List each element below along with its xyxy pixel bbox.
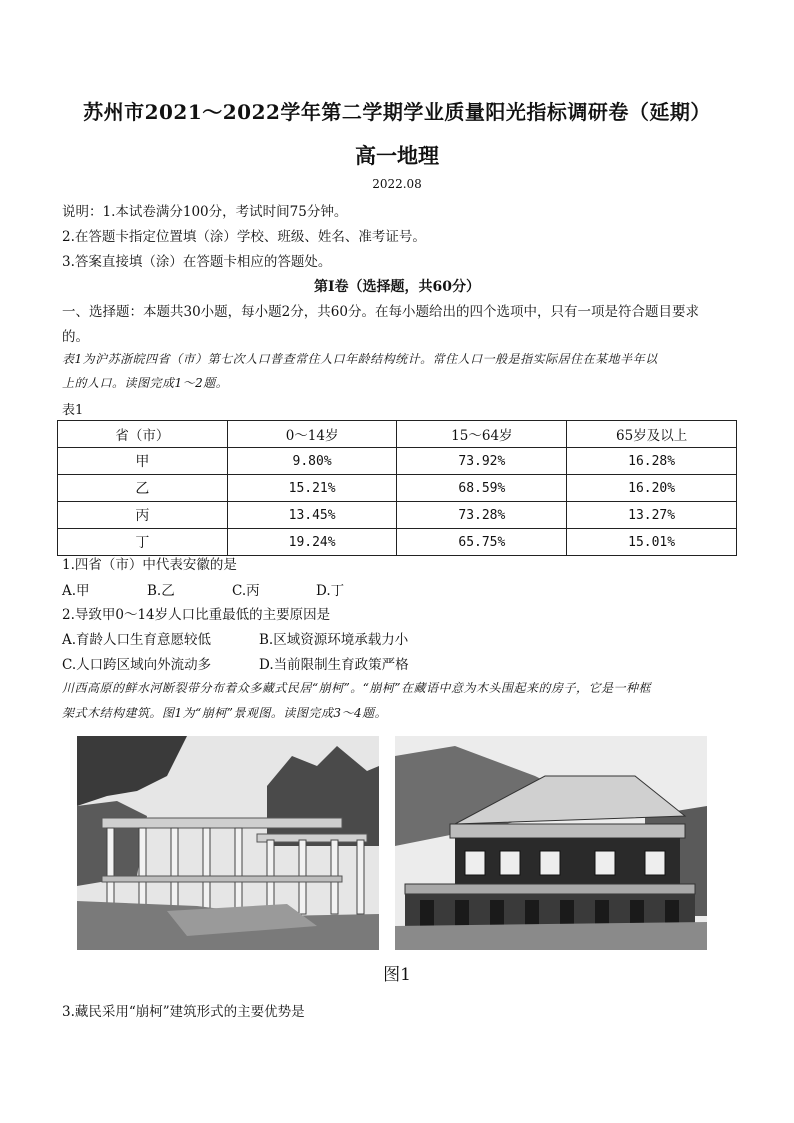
bengke-house-illustration xyxy=(395,736,707,950)
context2-line-2: 架式木结构建筑。图1为“崩柯”景观图。读图完成3～4题。 xyxy=(62,706,388,720)
bengke-frame-illustration xyxy=(77,736,379,950)
question-3-stem: 3.藏民采用“崩柯”建筑形式的主要优势是 xyxy=(62,1004,305,1020)
table-cell: 16.28% xyxy=(567,448,737,475)
table-row xyxy=(58,529,737,556)
table-header: 65岁及以上 xyxy=(567,421,737,448)
instruction-3: 3.答案直接填（涂）在答题卡相应的答题处。 xyxy=(62,254,332,270)
table-cell: 73.92% xyxy=(397,448,567,475)
table-cell: 乙 xyxy=(58,475,228,502)
table-cell: 13.27% xyxy=(567,502,737,529)
table-header: 省（市） xyxy=(58,421,228,448)
instruction-1: 说明：1.本试卷满分100分，考试时间75分钟。 xyxy=(62,204,348,220)
table-header: 0～14岁 xyxy=(227,421,397,448)
age-structure-table xyxy=(57,420,737,556)
exam-title: 苏州市2021～2022学年第二学期学业质量阳光指标调研卷（延期） xyxy=(83,100,711,124)
question-2-option-b: B.区域资源环境承载力小 xyxy=(259,632,409,648)
bengke-house-photo xyxy=(395,736,707,950)
exam-date: 2022.08 xyxy=(372,177,422,191)
bengke-frame-photo xyxy=(77,736,379,950)
question-2-stem: 2.导致甲0～14岁人口比重最低的主要原因是 xyxy=(62,607,331,623)
question-1-option-b: B.乙 xyxy=(147,583,175,599)
table-cell: 13.45% xyxy=(227,502,397,529)
table-row xyxy=(58,448,737,475)
context1-line-2: 上的人口。读图完成1～2题。 xyxy=(62,376,229,390)
table-cell: 15.21% xyxy=(227,475,397,502)
table-header: 15～64岁 xyxy=(397,421,567,448)
table-cell: 甲 xyxy=(58,448,228,475)
table-cell: 16.20% xyxy=(567,475,737,502)
figure-1-label: 图1 xyxy=(383,965,411,985)
table-row xyxy=(58,502,737,529)
question-2-option-d: D.当前限制生育政策严格 xyxy=(259,657,409,673)
instruction-2: 2.在答题卡指定位置填（涂）学校、班级、姓名、准考证号。 xyxy=(62,229,426,245)
question-1-option-a: A.甲 xyxy=(62,583,90,599)
table-cell: 65.75% xyxy=(397,529,567,556)
context2-line-1: 川西高原的鲜水河断裂带分布着众多藏式民居“崩柯”。“崩柯”在藏语中意为木头围起来的房子，它是一种框 xyxy=(62,681,652,695)
question-1-stem: 1.四省（市）中代表安徽的是 xyxy=(62,557,237,573)
section-intro-line-2: 的。 xyxy=(62,329,89,345)
table-header-row xyxy=(58,421,737,448)
table-cell: 73.28% xyxy=(397,502,567,529)
section-title: 第Ⅰ卷（选择题，共60分） xyxy=(313,279,481,295)
question-2-option-c: C.人口跨区域向外流动多 xyxy=(62,657,212,673)
table-cell: 丙 xyxy=(58,502,228,529)
table-cell: 19.24% xyxy=(227,529,397,556)
table-cell: 15.01% xyxy=(567,529,737,556)
section-intro-line-1: 一、选择题：本题共30小题，每小题2分，共60分。在每小题给出的四个选项中，只有一项是符合题目要求 xyxy=(62,304,699,320)
table-caption: 表1 xyxy=(62,403,84,418)
question-2-option-a: A.育龄人口生育意愿较低 xyxy=(62,632,212,648)
table-cell: 9.80% xyxy=(227,448,397,475)
question-1-option-d: D.丁 xyxy=(316,583,345,599)
context1-line-1: 表1为沪苏浙皖四省（市）第七次人口普查常住人口年龄结构统计。常住人口一般是指实际居住在某地半年以 xyxy=(62,352,658,366)
table-row xyxy=(58,475,737,502)
table-cell: 丁 xyxy=(58,529,228,556)
table-cell: 68.59% xyxy=(397,475,567,502)
exam-subject: 高一地理 xyxy=(355,143,439,168)
question-1-option-c: C.丙 xyxy=(232,583,260,599)
